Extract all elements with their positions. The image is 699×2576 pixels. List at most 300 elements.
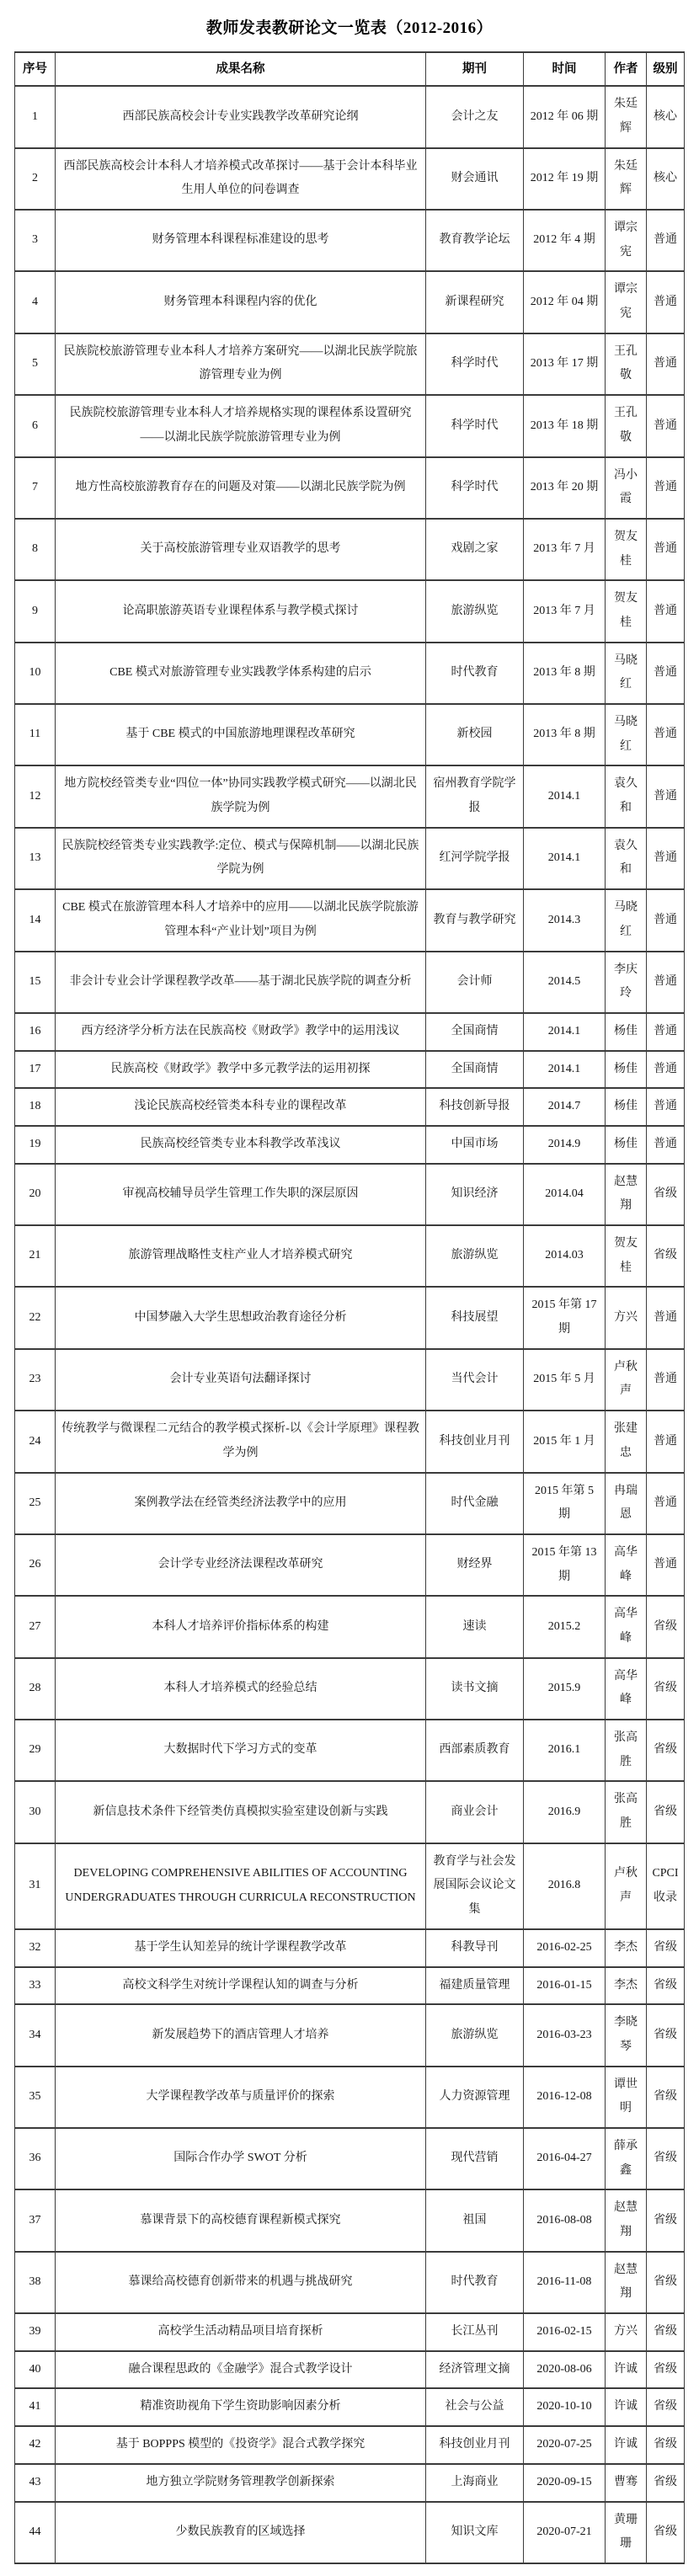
cell-index: 24 <box>15 1411 56 1472</box>
cell-title: 基于学生认知差异的统计学课程教学改革 <box>56 1929 426 1967</box>
cell-date: 2014.1 <box>524 828 606 889</box>
cell-title: 融合课程思政的《金融学》混合式教学设计 <box>56 2351 426 2389</box>
cell-level: 普通 <box>647 395 685 456</box>
table-row <box>15 1967 685 2005</box>
table-row <box>15 1225 685 1287</box>
table-row <box>15 86 685 147</box>
table-row <box>15 333 685 395</box>
cell-journal: 人力资源管理 <box>426 2067 524 2128</box>
cell-title: 会计专业英语句法翻译探讨 <box>56 1349 426 1411</box>
cell-level: 省级 <box>647 2128 685 2189</box>
cell-journal: 新课程研究 <box>426 271 524 333</box>
cell-level: 普通 <box>647 952 685 1013</box>
cell-journal: 时代教育 <box>426 643 524 704</box>
cell-date: 2013 年 8 期 <box>524 704 606 765</box>
cell-level: 普通 <box>647 765 685 827</box>
table-row <box>15 2067 685 2128</box>
table-row <box>15 1411 685 1472</box>
cell-title: 西部民族高校会计专业实践教学改革研究论纲 <box>56 86 426 147</box>
cell-index: 43 <box>15 2464 56 2502</box>
cell-title: 浅论民族高校经管类本科专业的课程改革 <box>56 1088 426 1126</box>
cell-date: 2013 年 7 月 <box>524 580 606 642</box>
cell-journal: 上海商业 <box>426 2464 524 2502</box>
cell-title: 本科人才培养模式的经验总结 <box>56 1658 426 1720</box>
cell-journal: 教育学与社会发展国际会议论文集 <box>426 1843 524 1929</box>
cell-title: 基于 BOPPPS 模型的《投资学》混合式教学探究 <box>56 2426 426 2464</box>
table-row <box>15 643 685 704</box>
cell-title: 民族高校《财政学》教学中多元教学法的运用初探 <box>56 1051 426 1089</box>
cell-date: 2016-01-15 <box>524 1967 606 2005</box>
cell-level: 普通 <box>647 889 685 951</box>
cell-date: 2012 年 06 期 <box>524 86 606 147</box>
table-row <box>15 2502 685 2563</box>
cell-author: 冯小霞 <box>606 457 647 519</box>
cell-date: 2014.03 <box>524 1225 606 1287</box>
cell-title: 高校文科学生对统计学课程认知的调查与分析 <box>56 1967 426 2005</box>
cell-author: 马晓红 <box>606 704 647 765</box>
cell-journal: 长江丛刊 <box>426 2313 524 2351</box>
cell-title: 慕课背景下的高校德育课程新模式探究 <box>56 2189 426 2251</box>
cell-title: 少数民族教育的区域选择 <box>56 2502 426 2563</box>
cell-index: 20 <box>15 1164 56 1225</box>
cell-date: 2016-02-15 <box>524 2313 606 2351</box>
cell-author: 张高胜 <box>606 1781 647 1843</box>
cell-date: 2016.9 <box>524 1781 606 1843</box>
column-header-title: 成果名称 <box>56 52 426 86</box>
cell-author: 谭宗宪 <box>606 271 647 333</box>
cell-journal: 时代教育 <box>426 2252 524 2313</box>
cell-date: 2014.9 <box>524 1126 606 1164</box>
cell-index: 5 <box>15 333 56 395</box>
header-row <box>15 52 685 86</box>
cell-index: 21 <box>15 1225 56 1287</box>
table-row <box>15 1051 685 1089</box>
cell-date: 2020-09-15 <box>524 2464 606 2502</box>
table-row <box>15 1596 685 1657</box>
cell-date: 2015 年 5 月 <box>524 1349 606 1411</box>
cell-title: 非会计专业会计学课程教学改革——基于湖北民族学院的调查分析 <box>56 952 426 1013</box>
cell-author: 朱廷辉 <box>606 148 647 210</box>
cell-author: 高华峰 <box>606 1658 647 1720</box>
cell-journal: 速读 <box>426 1596 524 1657</box>
cell-level: 普通 <box>647 1013 685 1051</box>
cell-level: 省级 <box>647 1929 685 1967</box>
cell-journal: 经济管理文摘 <box>426 2351 524 2389</box>
cell-index: 39 <box>15 2313 56 2351</box>
table-row <box>15 210 685 271</box>
cell-date: 2016.8 <box>524 1843 606 1929</box>
cell-index: 30 <box>15 1781 56 1843</box>
cell-date: 2016-11-08 <box>524 2252 606 2313</box>
cell-level: 普通 <box>647 457 685 519</box>
cell-level: 普通 <box>647 519 685 580</box>
cell-author: 张高胜 <box>606 1720 647 1781</box>
cell-level: 普通 <box>647 1287 685 1348</box>
table-row <box>15 2004 685 2066</box>
cell-level: 普通 <box>647 271 685 333</box>
cell-journal: 财会通讯 <box>426 148 524 210</box>
cell-journal: 中国市场 <box>426 1126 524 1164</box>
cell-author: 高华峰 <box>606 1534 647 1596</box>
cell-title: 民族院校旅游管理专业本科人才培养方案研究——以湖北民族学院旅游管理专业为例 <box>56 333 426 395</box>
cell-journal: 时代金融 <box>426 1473 524 1534</box>
table-row <box>15 1658 685 1720</box>
cell-index: 11 <box>15 704 56 765</box>
cell-index: 25 <box>15 1473 56 1534</box>
table-row <box>15 271 685 333</box>
column-header-journal: 期刊 <box>426 52 524 86</box>
cell-title: 民族院校旅游管理专业本科人才培养规格实现的课程体系设置研究——以湖北民族学院旅游管理专业为例 <box>56 395 426 456</box>
cell-level: 省级 <box>647 1967 685 2005</box>
cell-date: 2013 年 18 期 <box>524 395 606 456</box>
cell-journal: 科学时代 <box>426 333 524 395</box>
table-row <box>15 1843 685 1929</box>
cell-index: 6 <box>15 395 56 456</box>
cell-journal: 商业会计 <box>426 1781 524 1843</box>
cell-title: 民族高校经管类专业本科教学改革浅议 <box>56 1126 426 1164</box>
cell-level: 普通 <box>647 1473 685 1534</box>
cell-level: 省级 <box>647 1658 685 1720</box>
cell-date: 2012 年 4 期 <box>524 210 606 271</box>
cell-journal: 旅游纵览 <box>426 2004 524 2066</box>
cell-level: 省级 <box>647 1225 685 1287</box>
cell-author: 许诚 <box>606 2388 647 2426</box>
table-row <box>15 1781 685 1843</box>
table-row <box>15 1126 685 1164</box>
cell-index: 44 <box>15 2502 56 2563</box>
cell-author: 冉瑞恩 <box>606 1473 647 1534</box>
cell-journal: 全国商情 <box>426 1013 524 1051</box>
table-row <box>15 1929 685 1967</box>
cell-date: 2015.9 <box>524 1658 606 1720</box>
cell-level: 普通 <box>647 643 685 704</box>
cell-level: 普通 <box>647 1051 685 1089</box>
cell-date: 2016-03-23 <box>524 2004 606 2066</box>
cell-title: 关于高校旅游管理专业双语教学的思考 <box>56 519 426 580</box>
cell-level: CPCI收录 <box>647 1843 685 1929</box>
cell-title: 基于 CBE 模式的中国旅游地理课程改革研究 <box>56 704 426 765</box>
table-row <box>15 148 685 210</box>
cell-title: 新发展趋势下的酒店管理人才培养 <box>56 2004 426 2066</box>
cell-level: 普通 <box>647 704 685 765</box>
table-row <box>15 2351 685 2389</box>
cell-level: 省级 <box>647 2067 685 2128</box>
cell-title: 案例教学法在经管类经济法教学中的应用 <box>56 1473 426 1534</box>
cell-journal: 科教导刊 <box>426 1929 524 1967</box>
cell-level: 省级 <box>647 1596 685 1657</box>
cell-date: 2013 年 20 期 <box>524 457 606 519</box>
cell-journal: 科技展望 <box>426 1287 524 1348</box>
cell-date: 2014.3 <box>524 889 606 951</box>
cell-level: 普通 <box>647 1349 685 1411</box>
cell-date: 2014.1 <box>524 765 606 827</box>
cell-index: 9 <box>15 580 56 642</box>
cell-index: 40 <box>15 2351 56 2389</box>
cell-author: 袁久和 <box>606 765 647 827</box>
cell-level: 核心 <box>647 148 685 210</box>
cell-date: 2013 年 7 月 <box>524 519 606 580</box>
cell-index: 38 <box>15 2252 56 2313</box>
cell-level: 省级 <box>647 2502 685 2563</box>
table-row <box>15 1720 685 1781</box>
cell-level: 普通 <box>647 1088 685 1126</box>
cell-author: 许诚 <box>606 2426 647 2464</box>
column-header-author: 作者 <box>606 52 647 86</box>
cell-title: 精准资助视角下学生资助影响因素分析 <box>56 2388 426 2426</box>
cell-title: 论高职旅游英语专业课程体系与教学模式探讨 <box>56 580 426 642</box>
cell-level: 省级 <box>647 2004 685 2066</box>
cell-author: 朱廷辉 <box>606 86 647 147</box>
cell-title: 传统教学与微课程二元结合的教学模式探析-以《会计学原理》课程教学为例 <box>56 1411 426 1472</box>
cell-journal: 教育与教学研究 <box>426 889 524 951</box>
cell-index: 41 <box>15 2388 56 2426</box>
cell-level: 省级 <box>647 2351 685 2389</box>
cell-index: 22 <box>15 1287 56 1348</box>
table-row <box>15 519 685 580</box>
cell-author: 袁久和 <box>606 828 647 889</box>
cell-author: 赵慧翔 <box>606 2189 647 2251</box>
table-row <box>15 2426 685 2464</box>
cell-author: 卢秋声 <box>606 1349 647 1411</box>
cell-index: 19 <box>15 1126 56 1164</box>
cell-title: 地方院校经管类专业“四位一体”协同实践教学模式研究——以湖北民族学院为例 <box>56 765 426 827</box>
cell-journal: 西部素质教育 <box>426 1720 524 1781</box>
cell-index: 35 <box>15 2067 56 2128</box>
cell-title: 地方性高校旅游教育存在的问题及对策——以湖北民族学院为例 <box>56 457 426 519</box>
cell-journal: 社会与公益 <box>426 2388 524 2426</box>
cell-author: 赵慧翔 <box>606 1164 647 1225</box>
cell-index: 32 <box>15 1929 56 1967</box>
cell-author: 方兴 <box>606 2313 647 2351</box>
cell-level: 核心 <box>647 86 685 147</box>
cell-date: 2014.04 <box>524 1164 606 1225</box>
page-title: 教师发表教研论文一览表（2012-2016） <box>205 19 494 37</box>
cell-journal: 科学时代 <box>426 395 524 456</box>
cell-journal: 戏剧之家 <box>426 519 524 580</box>
cell-journal: 福建质量管理 <box>426 1967 524 2005</box>
cell-level: 省级 <box>647 2313 685 2351</box>
cell-journal: 会计之友 <box>426 86 524 147</box>
cell-journal: 旅游纵览 <box>426 1225 524 1287</box>
cell-index: 10 <box>15 643 56 704</box>
cell-date: 2014.1 <box>524 1013 606 1051</box>
table-row <box>15 2464 685 2502</box>
cell-author: 杨佳 <box>606 1013 647 1051</box>
cell-title: 西部民族高校会计本科人才培养模式改革探讨——基于会计本科毕业生用人单位的问卷调查 <box>56 148 426 210</box>
cell-date: 2013 年 8 期 <box>524 643 606 704</box>
cell-level: 普通 <box>647 1534 685 1596</box>
cell-level: 省级 <box>647 1720 685 1781</box>
table-row <box>15 765 685 827</box>
cell-index: 8 <box>15 519 56 580</box>
cell-author: 许诚 <box>606 2351 647 2389</box>
cell-journal: 旅游纵览 <box>426 580 524 642</box>
table-row <box>15 1534 685 1596</box>
cell-date: 2013 年 17 期 <box>524 333 606 395</box>
cell-title: 慕课给高校德育创新带来的机遇与挑战研究 <box>56 2252 426 2313</box>
cell-journal: 科技创新导报 <box>426 1088 524 1126</box>
cell-level: 省级 <box>647 2252 685 2313</box>
table-row <box>15 1349 685 1411</box>
table-row <box>15 2388 685 2426</box>
table-row <box>15 1473 685 1534</box>
table-row <box>15 2128 685 2189</box>
cell-index: 17 <box>15 1051 56 1089</box>
cell-date: 2016-02-25 <box>524 1929 606 1967</box>
cell-index: 2 <box>15 148 56 210</box>
cell-title: DEVELOPING COMPREHENSIVE ABILITIES OF ACCOUNTING UNDERGRADUATES THROUGH CURRICULA RECONSTRUCTION <box>56 1843 426 1929</box>
cell-index: 33 <box>15 1967 56 2005</box>
cell-journal: 新校园 <box>426 704 524 765</box>
cell-author: 马晓红 <box>606 889 647 951</box>
cell-author: 高华峰 <box>606 1596 647 1657</box>
cell-level: 省级 <box>647 1781 685 1843</box>
cell-journal: 读书文摘 <box>426 1658 524 1720</box>
cell-author: 马晓红 <box>606 643 647 704</box>
cell-journal: 现代营销 <box>426 2128 524 2189</box>
cell-author: 贺友桂 <box>606 519 647 580</box>
cell-date: 2015 年 1 月 <box>524 1411 606 1472</box>
cell-date: 2015 年第 5 期 <box>524 1473 606 1534</box>
table-row <box>15 1088 685 1126</box>
cell-author: 方兴 <box>606 1287 647 1348</box>
cell-index: 34 <box>15 2004 56 2066</box>
cell-index: 23 <box>15 1349 56 1411</box>
cell-journal: 财经界 <box>426 1534 524 1596</box>
table-row <box>15 828 685 889</box>
table-row <box>15 580 685 642</box>
table-body <box>15 86 685 2563</box>
table-row <box>15 2313 685 2351</box>
cell-journal: 科学时代 <box>426 457 524 519</box>
cell-author: 张建忠 <box>606 1411 647 1472</box>
cell-level: 普通 <box>647 333 685 395</box>
table-row <box>15 1164 685 1225</box>
cell-author: 杨佳 <box>606 1088 647 1126</box>
cell-index: 4 <box>15 271 56 333</box>
cell-author: 李杰 <box>606 1929 647 1967</box>
table-row <box>15 457 685 519</box>
cell-index: 36 <box>15 2128 56 2189</box>
cell-level: 普通 <box>647 1126 685 1164</box>
cell-index: 28 <box>15 1658 56 1720</box>
cell-index: 31 <box>15 1843 56 1929</box>
table-row <box>15 889 685 951</box>
cell-date: 2016.1 <box>524 1720 606 1781</box>
column-header-index: 序号 <box>15 52 56 86</box>
cell-level: 省级 <box>647 1164 685 1225</box>
cell-title: 会计学专业经济法课程改革研究 <box>56 1534 426 1596</box>
cell-author: 谭世明 <box>606 2067 647 2128</box>
cell-date: 2012 年 04 期 <box>524 271 606 333</box>
cell-author: 贺友桂 <box>606 580 647 642</box>
table-row <box>15 704 685 765</box>
cell-level: 省级 <box>647 2426 685 2464</box>
cell-level: 普通 <box>647 1411 685 1472</box>
cell-level: 省级 <box>647 2464 685 2502</box>
cell-index: 26 <box>15 1534 56 1596</box>
cell-title: 中国梦融入大学生思想政治教育途径分析 <box>56 1287 426 1348</box>
cell-date: 2016-12-08 <box>524 2067 606 2128</box>
cell-title: 审视高校辅导员学生管理工作失职的深层原因 <box>56 1164 426 1225</box>
cell-title: 财务管理本科课程标准建设的思考 <box>56 210 426 271</box>
cell-level: 省级 <box>647 2189 685 2251</box>
cell-journal: 知识文库 <box>426 2502 524 2563</box>
cell-title: 地方独立学院财务管理教学创新探索 <box>56 2464 426 2502</box>
table-row <box>15 395 685 456</box>
cell-author: 李庆玲 <box>606 952 647 1013</box>
table-row <box>15 952 685 1013</box>
cell-level: 普通 <box>647 210 685 271</box>
cell-author: 王孔敬 <box>606 395 647 456</box>
papers-table <box>14 51 685 2564</box>
cell-index: 13 <box>15 828 56 889</box>
cell-date: 2020-07-25 <box>524 2426 606 2464</box>
cell-index: 37 <box>15 2189 56 2251</box>
cell-index: 27 <box>15 1596 56 1657</box>
cell-index: 7 <box>15 457 56 519</box>
cell-journal: 红河学院学报 <box>426 828 524 889</box>
cell-journal: 会计师 <box>426 952 524 1013</box>
cell-author: 贺友桂 <box>606 1225 647 1287</box>
cell-journal: 科技创业月刊 <box>426 2426 524 2464</box>
table-row <box>15 1013 685 1051</box>
cell-date: 2015 年第 17 期 <box>524 1287 606 1348</box>
cell-author: 赵慧翔 <box>606 2252 647 2313</box>
table-row <box>15 1287 685 1348</box>
cell-title: 财务管理本科课程内容的优化 <box>56 271 426 333</box>
cell-date: 2015.2 <box>524 1596 606 1657</box>
cell-date: 2015 年第 13 期 <box>524 1534 606 1596</box>
cell-author: 卢秋声 <box>606 1843 647 1929</box>
cell-date: 2016-08-08 <box>524 2189 606 2251</box>
cell-title: 民族院校经管类专业实践教学:定位、模式与保障机制——以湖北民族学院为例 <box>56 828 426 889</box>
column-header-level: 级别 <box>647 52 685 86</box>
cell-title: CBE 模式在旅游管理本科人才培养中的应用——以湖北民族学院旅游管理本科“产业计划”项目为例 <box>56 889 426 951</box>
cell-author: 李杰 <box>606 1967 647 2005</box>
cell-author: 黄珊珊 <box>606 2502 647 2563</box>
cell-index: 18 <box>15 1088 56 1126</box>
cell-level: 省级 <box>647 2388 685 2426</box>
cell-author: 杨佳 <box>606 1126 647 1164</box>
cell-date: 2014.5 <box>524 952 606 1013</box>
cell-author: 杨佳 <box>606 1051 647 1089</box>
cell-date: 2020-07-21 <box>524 2502 606 2563</box>
cell-index: 42 <box>15 2426 56 2464</box>
cell-journal: 教育教学论坛 <box>426 210 524 271</box>
cell-index: 14 <box>15 889 56 951</box>
cell-index: 16 <box>15 1013 56 1051</box>
cell-journal: 祖国 <box>426 2189 524 2251</box>
cell-index: 29 <box>15 1720 56 1781</box>
cell-level: 普通 <box>647 580 685 642</box>
cell-date: 2014.1 <box>524 1051 606 1089</box>
cell-title: 国际合作办学 SWOT 分析 <box>56 2128 426 2189</box>
cell-author: 薛承鑫 <box>606 2128 647 2189</box>
cell-level: 普通 <box>647 828 685 889</box>
cell-journal: 全国商情 <box>426 1051 524 1089</box>
cell-date: 2016-04-27 <box>524 2128 606 2189</box>
cell-journal: 知识经济 <box>426 1164 524 1225</box>
cell-title: 旅游管理战略性支柱产业人才培养模式研究 <box>56 1225 426 1287</box>
cell-title: 大学课程教学改革与质量评价的探索 <box>56 2067 426 2128</box>
cell-title: 本科人才培养评价指标体系的构建 <box>56 1596 426 1657</box>
cell-date: 2020-08-06 <box>524 2351 606 2389</box>
cell-title: 新信息技术条件下经管类仿真模拟实验室建设创新与实践 <box>56 1781 426 1843</box>
cell-title: 大数据时代下学习方式的变革 <box>56 1720 426 1781</box>
table-header <box>15 52 685 86</box>
cell-date: 2012 年 19 期 <box>524 148 606 210</box>
